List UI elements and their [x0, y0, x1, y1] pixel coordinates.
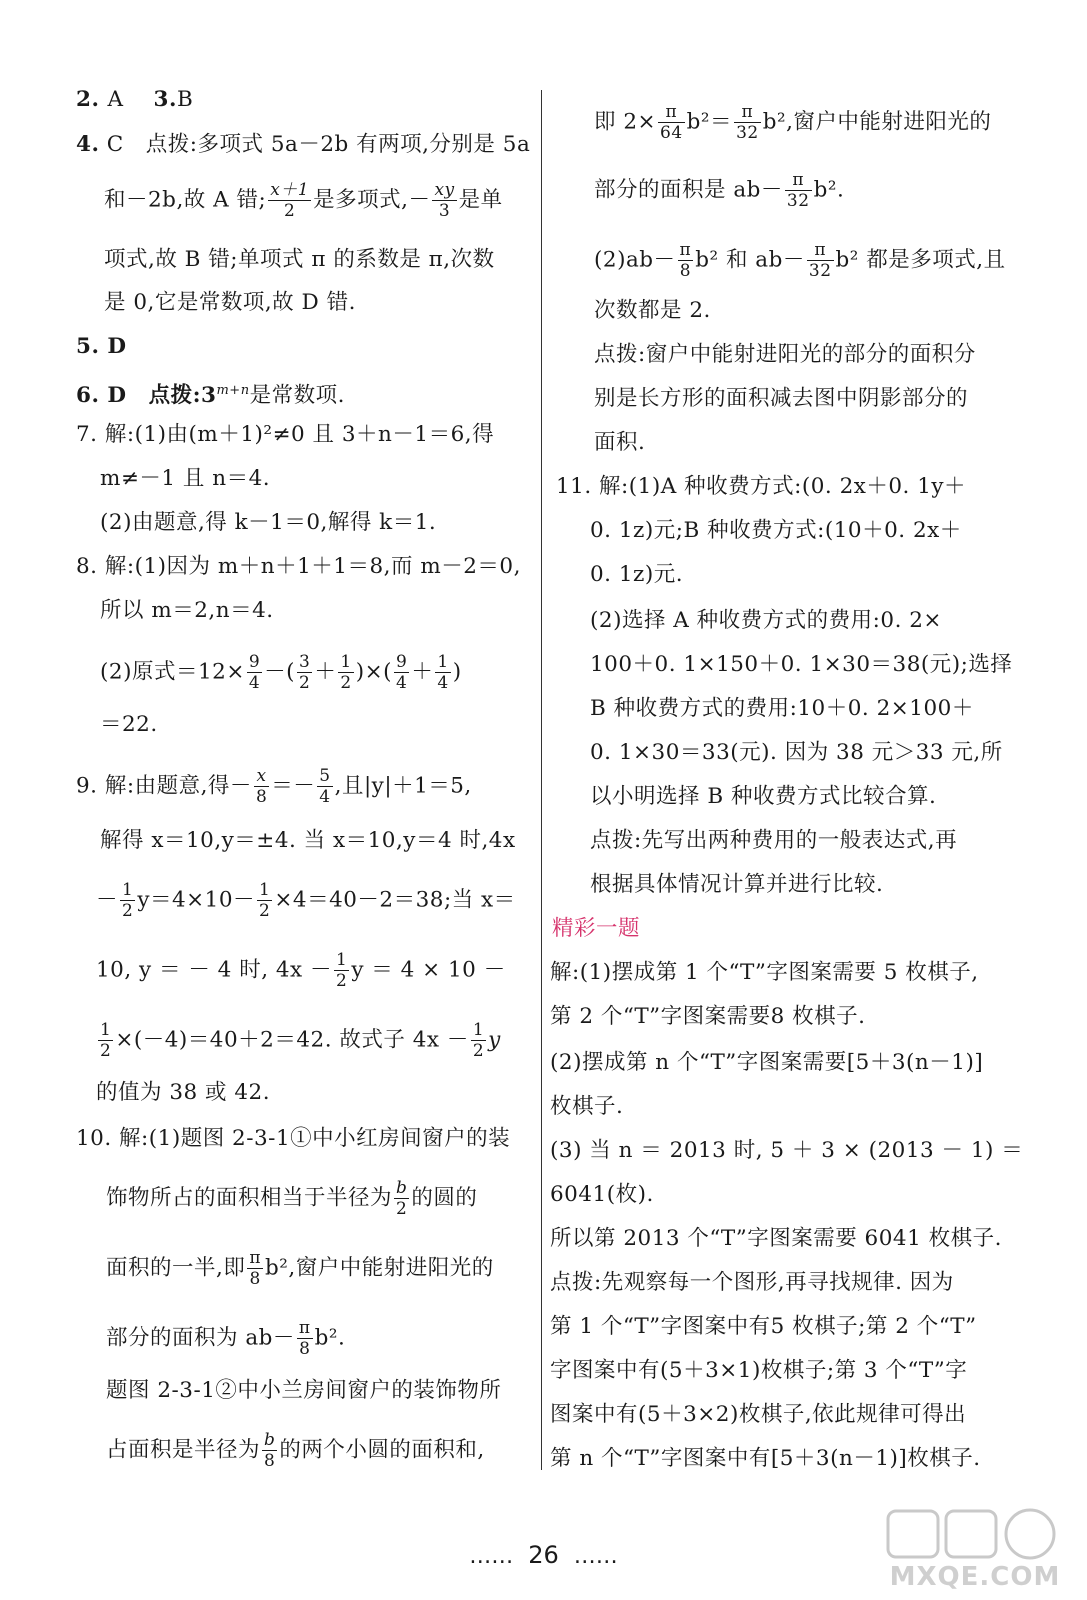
fraction: $\frac{x}{8}$: [255, 766, 268, 807]
answer-11-line7: 0. 1×30＝33(元). 因为 38 元＞33 元,所: [590, 740, 1003, 765]
answer-4-line3: 项式,故 B 错;单项式 π 的系数是 π,次数: [104, 247, 495, 272]
answer-4-line1: 4. C 点拨:多项式 5a－2b 有两项,分别是 5a: [76, 132, 531, 157]
section-title: 精彩一题: [552, 916, 641, 941]
answer-4-line4: 是 0,它是常数项,故 D 错.: [104, 290, 356, 315]
answer-2-3: 2. A 3.B: [76, 87, 194, 112]
bonus-line7: 所以第 2013 个“T”字图案需要 6041 枚棋子.: [550, 1226, 1002, 1251]
answer-9-line6: 的值为 38 或 42.: [96, 1080, 271, 1105]
answer-10-line1: 10. 解:(1)题图 2-3-1①中小红房间窗户的装: [76, 1126, 511, 1151]
answer-9-line3: － $\frac{1}{2}$ y＝4×10－ $\frac{1}{2}$ ×4＝40－2＝38;当 x＝: [96, 880, 516, 921]
bonus-line1: 解:(1)摆成第 1 个“T”字图案需要 5 枚棋子,: [550, 960, 979, 985]
answer-11-line6: B 种收费方式的费用:10＋0. 2×100＋: [590, 696, 974, 721]
footer-dots-left: ……: [469, 1544, 514, 1569]
bonus-line3: (2)摆成第 n 个“T”字图案需要[5＋3(n－1)]: [550, 1050, 984, 1075]
answer-9-line2: 解得 x＝10,y＝±4. 当 x＝10,y＝4 时,4x: [100, 828, 516, 853]
bonus-line8: 点拨:先观察每一个图形,再寻找规律. 因为: [550, 1270, 954, 1295]
fraction: $\frac{\pi}{8}$: [249, 1248, 262, 1289]
answer-11-line5: 100＋0. 1×150＋0. 1×30＝38(元);选择: [590, 652, 1013, 677]
answer-10-cont-line4: 次数都是 2.: [594, 298, 711, 323]
answer-5: 5. D: [76, 334, 127, 359]
fraction: $\frac{b}{8}$: [264, 1430, 276, 1471]
answer-10-hint-line3: 面积.: [594, 430, 646, 455]
answer-10-cont-line2: 部分的面积是 ab－ $\frac{\pi}{32}$ b².: [594, 170, 845, 211]
fraction: $\frac{\pi}{32}$: [808, 240, 832, 281]
bonus-line6: 6041(枚).: [550, 1182, 654, 1207]
answer-11-line8: 以小明选择 B 种收费方式比较合算.: [590, 784, 937, 809]
answer-6: 6. D 点拨$:3^{m+n}$是常数项.: [76, 383, 345, 409]
answer-11-line1: 11. 解:(1)A 种收费方式:(0. 2x＋0. 1y＋: [556, 474, 967, 499]
answer-11-line2: 0. 1z)元;B 种收费方式:(10＋0. 2x＋: [590, 518, 962, 543]
answer-10-line5: 题图 2-3-1②中小兰房间窗户的装饰物所: [106, 1378, 502, 1403]
svg-text:MXQE.COM: MXQE.COM: [889, 1562, 1061, 1592]
answer-8-line1: 8. 解:(1)因为 m＋n＋1＋1＝8,而 m－2＝0,: [76, 554, 521, 579]
fraction: $\frac{xy}{3}$: [434, 180, 455, 221]
answer-10-hint-line2: 别是长方形的面积减去图中阴影部分的: [594, 386, 969, 411]
answer-9-line4: 10, y ＝ － 4 时, 4x － $\frac{1}{2}$ y ＝ 4 × 10 －: [96, 950, 506, 991]
answer-11-line10: 根据具体情况计算并进行比较.: [590, 872, 884, 897]
answer-10-cont-line1: 即 2× $\frac{\pi}{64}$ b²＝ $\frac{\pi}{32}$ b²,窗户中能射进阳光的: [594, 102, 992, 143]
fraction: $\frac{\pi}{32}$: [786, 170, 810, 211]
fraction: $\frac{1}{2}$: [472, 1020, 485, 1061]
answer-7-line2: m≠－1 且 n＝4.: [100, 466, 271, 491]
fraction: $\frac{\pi}{64}$: [660, 102, 683, 143]
fraction: $\frac{x+1}{2}$: [270, 180, 310, 221]
answer-9-line5: $\frac{1}{2}$ ×(－4)＝40＋2＝42. 故式子 4x － $\frac{1}{2}$ y: [100, 1020, 501, 1061]
fraction: $\frac{9}{4}$: [396, 652, 408, 693]
footer-dots-right: ……: [573, 1544, 618, 1569]
fraction: $\frac{\pi}{32}$: [736, 102, 759, 143]
answer-10-cont-line3: (2)ab－ $\frac{\pi}{8}$ b² 和 ab－ $\frac{\pi}{32}$ b² 都是多项式,且: [594, 240, 1006, 281]
fraction: $\frac{5}{4}$: [319, 766, 331, 807]
bonus-line10: 字图案中有(5＋3×1)枚棋子;第 3 个“T”字: [550, 1358, 968, 1383]
answer-8-line2: 所以 m＝2,n＝4.: [100, 598, 274, 623]
fraction: $\frac{1}{2}$: [122, 880, 134, 921]
fraction: $\frac{\pi}{8}$: [679, 240, 692, 281]
bonus-line11: 图案中有(5＋3×2)枚棋子,依此规律可得出: [550, 1402, 967, 1427]
answer-7-line1: 7. 解:(1)由(m＋1)²≠0 且 3＋n－1＝6,得: [76, 422, 495, 447]
answer-10-line4: 部分的面积为 ab－ $\frac{\pi}{8}$ b².: [106, 1318, 346, 1359]
bonus-line2: 第 2 个“T”字图案需要8 枚棋子.: [550, 1004, 866, 1029]
page-number: 26: [528, 1541, 559, 1569]
fraction: $\frac{1}{2}$: [100, 1020, 112, 1061]
answer-10-line6: 占面积是半径为 $\frac{b}{8}$ 的两个小圆的面积和,: [106, 1430, 485, 1471]
answer-8-line3: (2)原式＝12× $\frac{9}{4}$ －( $\frac{3}{2}$ ＋ $\frac{1}{2}$ )×( $\frac{9}{4}$ ＋ $\frac{1}{4}$ ): [100, 652, 462, 693]
fraction: $\frac{1}{4}$: [437, 652, 449, 693]
bonus-line9: 第 1 个“T”字图案中有5 枚棋子;第 2 个“T”: [550, 1314, 977, 1339]
fraction: $\frac{b}{2}$: [396, 1178, 408, 1219]
bonus-line5: (3) 当 n ＝ 2013 时, 5 ＋ 3 × (2013 － 1) ＝: [550, 1138, 1024, 1163]
fraction: $\frac{9}{4}$: [248, 652, 261, 693]
answer-10-hint-line1: 点拨:窗户中能射进阳光的部分的面积分: [594, 342, 976, 367]
watermark-logo: [880, 1505, 1070, 1595]
bonus-line12: 第 n 个“T”字图案中有[5＋3(n－1)]枚棋子.: [550, 1446, 981, 1471]
answer-11-line3: 0. 1z)元.: [590, 562, 684, 587]
fraction: $\frac{3}{2}$: [299, 652, 311, 693]
column-divider: [541, 90, 542, 1470]
fraction: $\frac{1}{2}$: [336, 950, 348, 991]
bonus-line4: 枚棋子.: [550, 1094, 624, 1119]
answer-11-line4: (2)选择 A 种收费方式的费用:0. 2×: [590, 608, 942, 633]
answer-8-line4: ＝22.: [100, 712, 158, 737]
fraction: $\frac{1}{2}$: [340, 652, 352, 693]
fraction: $\frac{1}{2}$: [259, 880, 271, 921]
answer-10-line2: 饰物所占的面积相当于半径为 $\frac{b}{2}$ 的圆的: [106, 1178, 478, 1219]
answer-10-line3: 面积的一半,即 $\frac{\pi}{8}$ b²,窗户中能射进阳光的: [106, 1248, 494, 1289]
answer-4-line2: 和－2b,故 A 错; $\frac{x+1}{2}$ 是多项式,－ $\frac{xy}{3}$ 是单: [104, 180, 503, 221]
answer-7-line3: (2)由题意,得 k－1＝0,解得 k＝1.: [100, 510, 437, 535]
fraction: $\frac{\pi}{8}$: [298, 1318, 311, 1359]
answer-11-line9: 点拨:先写出两种费用的一般表达式,再: [590, 828, 958, 853]
answer-9-line1: 9. 解:由题意,得－ $\frac{x}{8}$ ＝－ $\frac{5}{4}$ ,且|y|＋1＝5,: [76, 766, 472, 807]
